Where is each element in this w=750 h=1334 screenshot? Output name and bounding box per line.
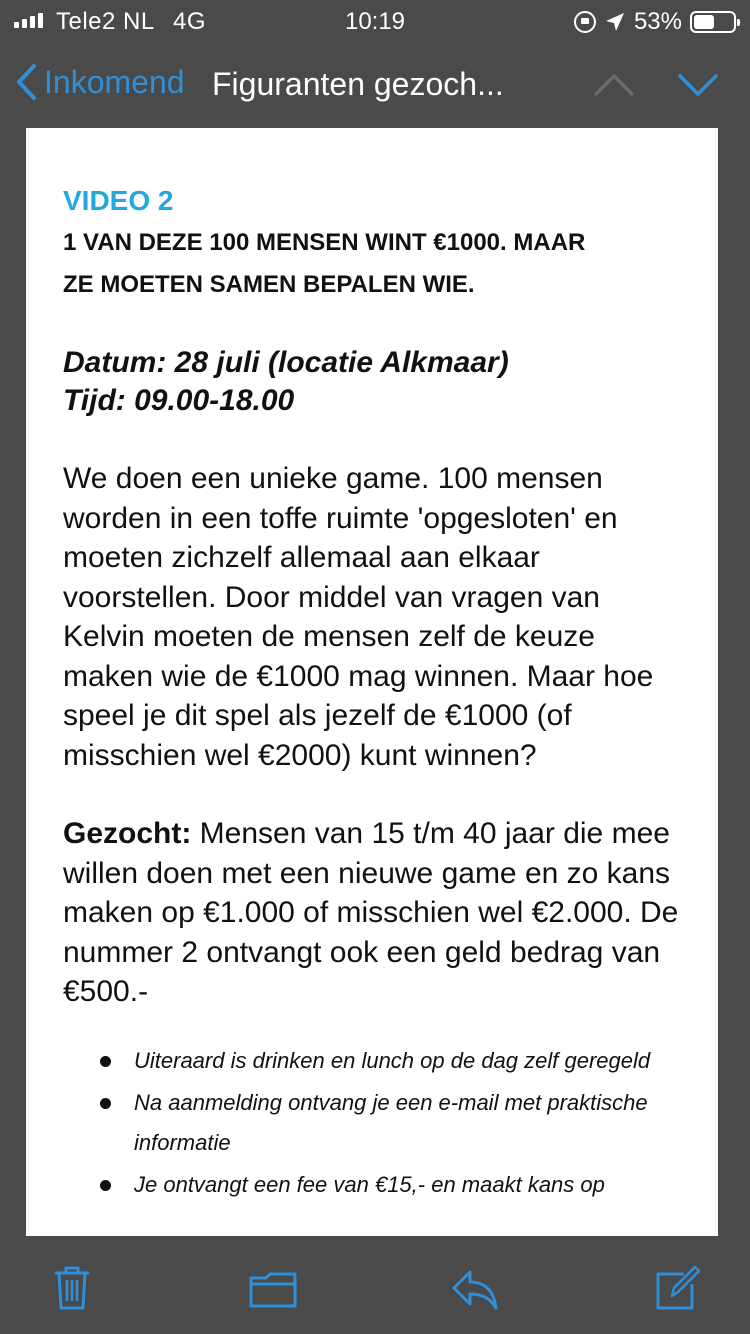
network-type: 4G xyxy=(173,8,207,35)
list-item xyxy=(100,1165,686,1205)
move-to-folder-button[interactable] xyxy=(248,1270,298,1315)
bullet-text: Uiteraard is drinken en lunch op de dag zelf geregeld xyxy=(134,1047,651,1073)
bottom-toolbar xyxy=(0,1236,750,1334)
list-item xyxy=(100,1041,686,1081)
location-arrow-icon xyxy=(604,11,626,33)
chevron-left-icon xyxy=(14,62,38,102)
compose-icon xyxy=(654,1264,700,1312)
carrier-name: Tele2 NL xyxy=(56,8,154,35)
email-subject-title: Figuranten gezoch... xyxy=(212,66,504,102)
list-item xyxy=(100,1083,686,1163)
chevron-up-icon xyxy=(592,64,636,104)
back-button[interactable] xyxy=(14,62,185,102)
back-label: Inkomend xyxy=(44,63,185,100)
next-message-button[interactable] xyxy=(676,64,720,109)
folder-icon xyxy=(248,1270,298,1310)
reply-icon xyxy=(450,1268,500,1312)
compose-button[interactable] xyxy=(654,1264,700,1317)
headline-line-2: ZE MOETEN SAMEN BEPALEN WIE. xyxy=(63,271,475,298)
email-body[interactable] xyxy=(26,128,718,1236)
battery-percent: 53% xyxy=(633,8,682,35)
trash-icon xyxy=(52,1264,92,1312)
reply-button[interactable] xyxy=(450,1268,500,1317)
battery-fill xyxy=(694,15,714,29)
nav-bar xyxy=(0,42,750,128)
sought-text: Mensen van 15 t/m 40 jaar die mee willen doen met een nieuwe game en zo kans maken op €1.000 of misschien wel €2.000. De nummer 2 ontvangt ook een geld bedrag van €500.- xyxy=(63,817,679,1008)
section-label: VIDEO 2 xyxy=(63,185,174,216)
date-block xyxy=(63,344,686,420)
status-bar xyxy=(0,0,750,42)
trash-button[interactable] xyxy=(52,1264,92,1317)
bullet-dot xyxy=(100,1056,111,1067)
email-content xyxy=(26,128,686,1205)
sought-paragraph xyxy=(63,814,686,1012)
chevron-down-icon xyxy=(676,64,720,104)
headline xyxy=(63,222,686,306)
bullet-dot xyxy=(100,1098,111,1109)
bullet-list xyxy=(63,1041,686,1205)
time-line: Tijd: 09.00-18.00 xyxy=(63,384,295,417)
description-paragraph: We doen een unieke game. 100 mensen worden in een toffe ruimte 'opgesloten' en moeten zichzelf allemaal aan elkaar voorstellen. Door middel van vragen van Kelvin moeten de mensen zelf de keuze maken wie de €1000 mag winnen. Maar hoe speel je dit spel als jezelf de €1000 (of misschien wel €2000) kunt winnen? xyxy=(63,462,654,772)
battery-icon xyxy=(690,11,736,33)
previous-message-button[interactable] xyxy=(592,64,636,109)
bullet-dot xyxy=(100,1180,111,1191)
date-line: Datum: 28 juli (locatie Alkmaar) xyxy=(63,346,509,379)
sought-label: Gezocht: xyxy=(63,817,192,850)
headline-line-1: 1 VAN DEZE 100 MENSEN WINT €1000. MAAR xyxy=(63,229,586,256)
orientation-lock-icon xyxy=(574,11,596,33)
status-right xyxy=(574,8,736,36)
clock: 10:19 xyxy=(344,8,406,35)
bullet-text: Na aanmelding ontvang je een e-mail met praktische informatie xyxy=(134,1089,648,1155)
bullet-text: Je ontvangt een fee van €15,- en maakt kans op xyxy=(134,1171,605,1197)
